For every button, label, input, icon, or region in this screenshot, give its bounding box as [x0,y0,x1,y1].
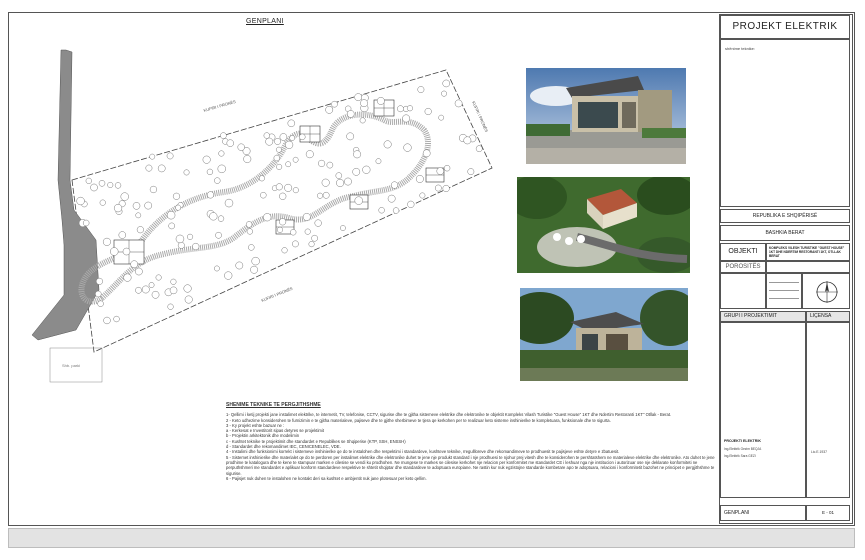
tree-icon [219,151,225,157]
tree-icon [443,80,450,87]
tree-icon [290,135,295,140]
tree-icon [167,211,175,219]
republic-label: REPUBLIKA E SHQIPËRISË [720,209,850,223]
tree-icon [315,220,322,227]
tree-icon [425,108,432,115]
tree-icon [397,106,403,112]
tree-icon [114,316,120,322]
tree-icon [280,133,287,140]
tree-icon [285,141,293,149]
tree-icon [209,212,217,220]
tree-icon [353,168,360,175]
technical-notes [226,403,716,481]
tree-icon [121,193,129,201]
tree-icon [173,193,180,200]
tree-icon [259,176,264,181]
tree-icon [77,197,85,205]
license-number: Lic.E.1937 [811,450,828,454]
tree-icon [443,185,450,192]
tree-icon [360,100,367,107]
note-line: 4 - Instalimi dhe funksionimi korrekt i sistemeve inshinierike qe do te instalohen dhe respektimi i standardeve, kushteve teknike, rregullloreve dhe rekomandimeve te prodhuesit te pajisjeve eshte detyre e zbatuesit. [226,449,620,455]
tree-icon [464,137,471,144]
title-block [719,14,853,524]
design-group-label: GRUPI I PROJEKTIMIT [720,311,806,322]
tree-icon [303,213,310,220]
tree-icon [238,144,245,151]
tree-icon [407,201,414,208]
tree-icon [152,291,159,298]
tree-icon [176,235,184,243]
tree-icon [340,225,345,230]
tree-icon [149,282,154,287]
tree-icon [142,286,149,293]
tree-icon [246,221,252,227]
sheet-name: GENPLANI [720,505,806,521]
tree-icon [441,91,446,96]
tree-icon [293,157,298,162]
tree-icon [252,257,260,265]
tree-icon [220,133,226,139]
tree-icon [150,186,157,193]
tree-icon [137,226,144,233]
tree-icon [407,105,413,111]
tree-icon [402,115,409,122]
tree-icon [100,200,106,206]
render-villa-front [526,68,686,164]
tree-icon [264,133,270,139]
parking-label: Shb. parki [62,363,81,368]
project-title: PROJEKT ELEKTRIK [720,15,850,39]
sheet-number: E - 01 [806,505,850,521]
tree-icon [227,140,234,147]
tree-icon [96,278,102,284]
note-line: 1- Qellimi i ketij projekti jane instalimet elektrike, te internetit, TV, telefonise, CCTV, sigurise dhe te gjitha sistemeve elektrike dhe elektronike te objektit Kompleks Vilash Turistike "Guest House" 1KT dhe Ndertim Restoranti 1KT" Otllak - Berat. [226,412,672,418]
tree-icon [178,242,184,248]
tree-icon [391,182,398,189]
tree-icon [90,184,97,191]
tree-icon [286,162,291,167]
bottom-scrollbar[interactable] [8,528,855,548]
tree-icon [86,178,92,184]
tree-icon [146,165,152,171]
tree-icon [250,266,257,273]
tree-icon [437,168,444,175]
tree-icon [224,272,232,280]
tree-icon [455,100,462,107]
tree-icon [344,178,351,185]
team-heading: PROJEKTI ELEKTRIK [724,439,761,443]
tree-icon [171,279,177,285]
tech-notes-label: shënime teknike: [725,46,756,51]
tree-icon [279,218,286,225]
tree-icon [207,169,213,175]
note-line: 2 - Keto udhezime konsiderohen te furnizimin e te gjitha materialeve, pajiseve dhe te gjithe sherbimeve te tjera qe kerkohen per te realizuar keto sisteme inshinierike te kompletuara, funksionale dhe te sigurta. [226,417,611,423]
tree-icon [322,179,330,187]
tree-icon [282,247,288,253]
tree-icon [363,166,371,174]
tree-icon [476,146,482,152]
tree-icon [290,229,296,235]
tree-icon [192,243,199,250]
tree-icon [312,235,318,241]
tree-icon [187,234,193,240]
tree-icon [135,268,142,275]
tree-icon [404,144,412,152]
tree-icon [99,180,105,186]
tree-icon [215,232,221,238]
tree-icon [110,248,118,256]
tree-icon [379,207,385,213]
tree-icon [299,134,305,140]
tree-icon [360,118,365,123]
tree-icon [327,162,333,168]
tree-icon [284,184,291,191]
tree-icon [145,202,152,209]
north-arrow-icon [815,280,839,304]
tree-icon [376,159,381,164]
tree-icon [423,150,430,157]
tree-icon [306,150,313,157]
tree-icon [247,229,253,235]
tree-icon [136,213,141,218]
tree-icon [384,141,391,148]
render-villa-side [520,288,688,381]
tree-icon [274,155,280,161]
tree-icon [203,156,211,164]
tree-icon [207,192,214,199]
tree-icon [317,193,322,198]
tree-icon [418,86,424,92]
boundary-label-1: KUFIRI I PRONËS [202,98,237,113]
tree-icon [236,262,243,269]
tree-icon [103,238,111,246]
north-arrow-box [802,273,850,309]
tree-icon [326,106,333,113]
tree-icon [393,208,399,214]
tree-icon [305,229,311,235]
tree-icon [279,193,286,200]
tree-icon [416,175,423,182]
municipality-label: BASHKIA BERAT [720,225,850,241]
tree-icon [355,197,363,205]
tree-icon [293,187,299,193]
site-plan [14,40,504,390]
license-label: LIÇENSA [806,311,850,322]
team-member: Ing.Elektrik Gezim BEQJA [724,447,762,451]
tree-icon [276,147,281,152]
tree-icon [309,241,315,247]
tree-icon [435,185,441,191]
note-line: a - Kerkesat e Investitorit sipas detyres se projektimit [226,428,324,434]
note-line: d - Standardet dhe rekomandimet IEC, CENICENELEC, VDE. [226,444,341,450]
tree-icon [123,248,130,255]
client-field [766,261,850,273]
team-member: Ing.Elektrik Sara GEZI [724,454,756,458]
tree-icon [260,192,266,198]
tree-icon [115,182,121,188]
tree-icon [347,110,354,117]
boundary-label-3: KUFIRI I PRONËS [471,100,490,133]
tree-icon [353,151,360,158]
tree-icon [119,232,126,239]
note-line: 6 - Pajisjet nuk duhen te instalohen ne kontakt deri sa kushtet e ambjentit nuk jane plotesuar per keto qellim. [226,475,427,481]
notes-title: SHENIME TEKNIKE TE PERGJITHSHME [226,402,321,408]
tree-icon [168,304,174,310]
tree-icon [170,287,177,294]
tree-icon [277,227,283,233]
tree-icon [292,241,298,247]
tree-icon [114,204,122,212]
tree-icon [336,179,344,187]
note-line: c - Kushtet teknike te projektimit dhe standardet e Republikes se Shqiperise (KTP, SSH, ENSSH) [226,438,406,444]
tree-icon [184,170,189,175]
tree-icon [323,192,329,198]
tree-icon [108,182,114,188]
tree-icon [244,155,251,162]
license-box [806,322,850,498]
tech-notes-box [720,39,850,207]
tree-icon [156,275,161,280]
tree-icon [214,178,220,184]
client-lines [766,273,802,309]
render-aerial [517,177,690,273]
tree-icon [336,173,342,179]
drawing-title: GENPLANI [246,18,284,25]
tree-icon [131,261,138,268]
tree-icon [468,168,474,174]
tree-icon [124,274,132,282]
access-road [32,50,99,340]
design-group-box [720,322,806,498]
tree-icon [184,285,192,293]
tree-icon [377,97,384,104]
client-label: POROSITËS [720,261,766,273]
note-line: b - Projektin arkitektonik dhe modelimin [226,433,300,439]
client-box [720,273,766,309]
tree-icon [104,317,111,324]
tree-icon [288,120,295,127]
tree-icon [355,94,362,101]
note-line: 3 - Ky projekt eshte bazuar ne : [226,422,285,428]
tree-icon [274,138,280,144]
boundary-label-2: KUFIRI I PRONËS [260,285,294,303]
tree-icon [331,101,337,107]
tree-icon [347,133,354,140]
tree-icon [444,165,450,171]
tree-icon [83,220,89,226]
tree-icon [133,202,140,209]
tree-icon [248,244,254,250]
tree-icon [439,115,444,120]
tree-icon [276,164,281,169]
tree-icon [169,223,175,229]
tree-icon [388,195,395,202]
tree-icon [185,296,192,303]
tree-icon [150,154,155,159]
tree-icon [135,287,141,293]
tree-icon [218,216,224,222]
tree-icon [214,266,219,271]
tree-icon [98,301,104,307]
tree-icon [95,291,101,297]
tree-icon [318,160,325,167]
tree-icon [158,165,165,172]
tree-icon [225,199,233,207]
tree-icon [218,165,226,173]
tree-icon [175,205,180,210]
tree-icon [167,153,173,159]
note-line: 5 - Sistemet inshinierike dhe materialet qe do te perdoren per instalimet elektrike dhe elektronike duhet te jene nje produkt standard i nje prodhuesi te njohur prej vitesh dhe te konsiderohen te pershtatshem ne materialeve elektrike dhe elektronike. Ato duhet te jene prodhime te katalogura dhe te kene te stampuar marken e cilesise se vendi ku prodhohen. Ne mungese te markes se cilesise kerkohet nje relacion per konformitet me standardet CE i leshuar nga nje institucion i autorizuar ose nje deklarate konformiteti ne perputhshmeri me standardet e aplikuar konform standardeve respektive te shtetit shqiptar dhe standardeve te adoptuara europiane. Ne rastin kur nuk egzistojne standarde kombetare apo te adoptuara, relacioni i konformitetit bazohet ne principet e pergjithshme te sigurise. [226,454,715,476]
tree-icon [266,138,273,145]
tree-icon [276,184,283,191]
object-label: OBJEKTI [720,243,766,261]
object-text: KOMPLEKS VILESH TURISTIKE "GUEST HOUSE" 1KT DHE NDERTIM RESTORANTI 1KT, OTLLAK BERAT [766,243,850,261]
tree-icon [420,193,425,198]
tree-icon [263,213,271,221]
